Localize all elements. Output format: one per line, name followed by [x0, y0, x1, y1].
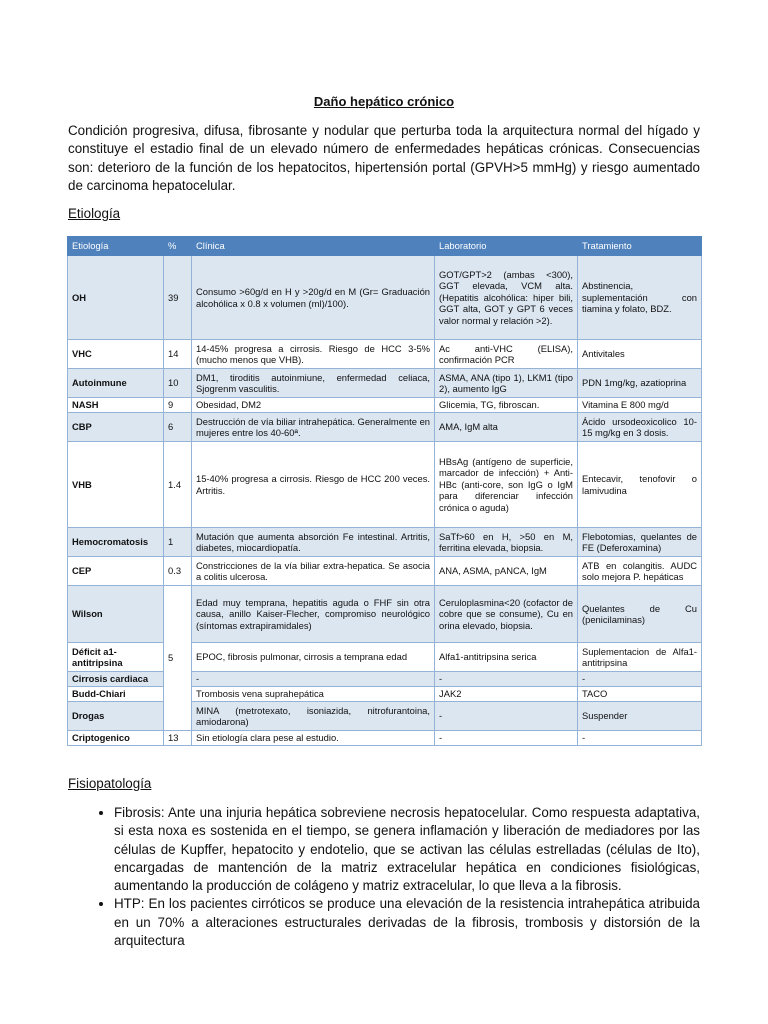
table-row: [68, 398, 702, 413]
cell-laboratorio: JAK2: [435, 687, 578, 702]
cell-etiologia: OH: [68, 256, 164, 340]
cell-laboratorio: SaTf>60 en H, >50 en M, ferritina elevada, biopsia.: [435, 528, 578, 557]
cell-etiologia: Déficit a1-antitripsina: [68, 643, 164, 672]
cell-clinica: Trombosis vena suprahepática: [192, 687, 435, 702]
table-header-row: [68, 237, 702, 256]
cell-laboratorio: -: [435, 702, 578, 731]
cell-laboratorio: ASMA, ANA (tipo 1), LKM1 (tipo 2), aumento IgG: [435, 369, 578, 398]
cell-clinica: MINA (metrotexato, isoniazida, nitrofurantoina, amiodarona): [192, 702, 435, 731]
table-row: [68, 528, 702, 557]
fisiopatologia-heading: Fisiopatología: [68, 776, 152, 791]
table-row: [68, 731, 702, 746]
cell-clinica: Sin etiología clara pese al estudio.: [192, 731, 435, 746]
cell-laboratorio: AMA, IgM alta: [435, 413, 578, 442]
table-row: [68, 369, 702, 398]
cell-tratamiento: ATB en colangitis. AUDC solo mejora P. hepáticas: [578, 557, 702, 586]
cell-clinica: Mutación que aumenta absorción Fe intestinal. Artritis, diabetes, miocardiopatía.: [192, 528, 435, 557]
table-row: [68, 340, 702, 369]
table-row: [68, 442, 702, 528]
cell-pct: 5: [164, 586, 192, 731]
cell-laboratorio: -: [435, 731, 578, 746]
cell-laboratorio: ANA, ASMA, pANCA, IgM: [435, 557, 578, 586]
table-row: [68, 557, 702, 586]
cell-pct: 10: [164, 369, 192, 398]
cell-pct: 39: [164, 256, 192, 340]
cell-clinica: Destrucción de vía biliar intrahepática. Generalmente en mujeres entre los 40-60ª.: [192, 413, 435, 442]
cell-etiologia: Criptogenico: [68, 731, 164, 746]
cell-etiologia: VHB: [68, 442, 164, 528]
header-pct: %: [164, 237, 192, 256]
page-title: Daño hepático crónico: [313, 94, 455, 109]
cell-etiologia: Autoinmune: [68, 369, 164, 398]
cell-tratamiento: Antivitales: [578, 340, 702, 369]
cell-clinica: Constricciones de la vía biliar extra-hepatica. Se asocia a colitis ulcerosa.: [192, 557, 435, 586]
cell-laboratorio: HBsAg (antígeno de superficie, marcador de infección) + Anti-HBc (anti-core, son IgG o IgM para diferenciar infección crónica o aguda): [435, 442, 578, 528]
cell-etiologia: Budd-Chiari: [68, 687, 164, 702]
cell-pct: 0.3: [164, 557, 192, 586]
cell-tratamiento: TACO: [578, 687, 702, 702]
cell-clinica: EPOC, fibrosis pulmonar, cirrosis a temprana edad: [192, 643, 435, 672]
fisiopatologia-list: [68, 804, 700, 950]
header-tratamiento: Tratamiento: [578, 237, 702, 256]
cell-tratamiento: Vitamina E 800 mg/d: [578, 398, 702, 413]
header-laboratorio: Laboratorio: [435, 237, 578, 256]
cell-etiologia: NASH: [68, 398, 164, 413]
cell-etiologia: CEP: [68, 557, 164, 586]
cell-pct: 13: [164, 731, 192, 746]
table-row: [68, 643, 702, 672]
table-row: [68, 687, 702, 702]
cell-etiologia: CBP: [68, 413, 164, 442]
cell-etiologia: Drogas: [68, 702, 164, 731]
cell-clinica: -: [192, 672, 435, 687]
cell-laboratorio: Alfa1-antitripsina serica: [435, 643, 578, 672]
header-clinica: Clínica: [192, 237, 435, 256]
cell-etiologia: VHC: [68, 340, 164, 369]
table-row: [68, 586, 702, 643]
cell-laboratorio: Ac anti-VHC (ELISA), confirmación PCR: [435, 340, 578, 369]
etiologia-heading: Etiología: [68, 206, 121, 221]
cell-clinica: DM1, tiroditis autoinmiune, enfermedad celiaca, Sjogrenm vasculitis.: [192, 369, 435, 398]
table-row: [68, 702, 702, 731]
cell-laboratorio: -: [435, 672, 578, 687]
cell-pct: 14: [164, 340, 192, 369]
cell-laboratorio: Ceruloplasmina<20 (cofactor de cobre que se consume), Cu en orina elevado, biopsia.: [435, 586, 578, 643]
cell-tratamiento: Abstinencia, suplementación con tiamina y folato, BDZ.: [578, 256, 702, 340]
cell-tratamiento: Quelantes de Cu (penicilaminas): [578, 586, 702, 643]
list-item: • Fibrosis: Ante una injuria hepática sobreviene necrosis hepatocelular. Como respuesta adaptativa, si esta noxa es sostenida en el tiempo, se genera inflamación y liberación de mediadores por las células de Kupffer, hepatocito y endotelio, que se activan las células estrelladas (células de Ito), encargadas de mantención de la matriz extracelular hepática en condiciones fisiológicas, aumentando la producción de colágeno y matriz extracelular, lo que lleva a la fibrosis.: [114, 804, 700, 895]
cell-pct: 9: [164, 398, 192, 413]
cell-pct: 6: [164, 413, 192, 442]
cell-laboratorio: GOT/GPT>2 (ambas <300), GGT elevada, VCM alta. (Hepatitis alcohólica: hiper bili, GGT alta, GOT y GPT 6 veces valor normal y relación >2).: [435, 256, 578, 340]
cell-laboratorio: Glicemia, TG, fibroscan.: [435, 398, 578, 413]
cell-etiologia: Cirrosis cardiaca: [68, 672, 164, 687]
table-row: [68, 672, 702, 687]
header-etiologia: Etiología: [68, 237, 164, 256]
cell-clinica: Edad muy temprana, hepatitis aguda o FHF sin otra causa, anillo Kaiser-Flecher, compromiso neurológico (síntomas extrapiramidales): [192, 586, 435, 643]
cell-tratamiento: Suspender: [578, 702, 702, 731]
cell-tratamiento: -: [578, 672, 702, 687]
table-row: [68, 256, 702, 340]
cell-tratamiento: Entecavir, tenofovir o lamivudina: [578, 442, 702, 528]
intro-paragraph: Condición progresiva, difusa, fibrosante y nodular que perturba toda la arquitectura normal del hígado y constituye el estadio final de un elevado número de enfermedades hepáticas crónicas. Consecuencias son: deterioro de la función de los hepatocitos, hipertensión portal (GPVH>5 mmHg) y riesgo aumentado de carcinoma hepatocelular.: [68, 123, 700, 193]
list-item: • HTP: En los pacientes cirróticos se produce una elevación de la resistencia intrahepática atribuida en un 70% a alteraciones estructurales derivadas de la fibrosis, trombosis y distorsión de la arquitectura: [114, 895, 700, 950]
cell-pct: 1: [164, 528, 192, 557]
table-row: [68, 413, 702, 442]
cell-clinica: Consumo >60g/d en H y >20g/d en M (Gr= Graduación alcohólica x 0.8 x volumen (ml)/100).: [192, 256, 435, 340]
cell-clinica: 15-40% progresa a cirrosis. Riesgo de HCC 200 veces. Artritis.: [192, 442, 435, 528]
cell-tratamiento: Suplementacion de Alfa1-antitripsina: [578, 643, 702, 672]
cell-clinica: 14-45% progresa a cirrosis. Riesgo de HCC 3-5% (mucho menos que VHB).: [192, 340, 435, 369]
cell-etiologia: Wilson: [68, 586, 164, 643]
cell-tratamiento: PDN 1mg/kg, azatioprina: [578, 369, 702, 398]
cell-tratamiento: Flebotomias, quelantes de FE (Deferoxamina): [578, 528, 702, 557]
cell-tratamiento: -: [578, 731, 702, 746]
cell-etiologia: Hemocromatosis: [68, 528, 164, 557]
etiologia-table: [67, 236, 702, 746]
cell-pct: 1.4: [164, 442, 192, 528]
cell-clinica: Obesidad, DM2: [192, 398, 435, 413]
cell-tratamiento: Ácido ursodeoxicolico 10-15 mg/kg en 3 dosis.: [578, 413, 702, 442]
